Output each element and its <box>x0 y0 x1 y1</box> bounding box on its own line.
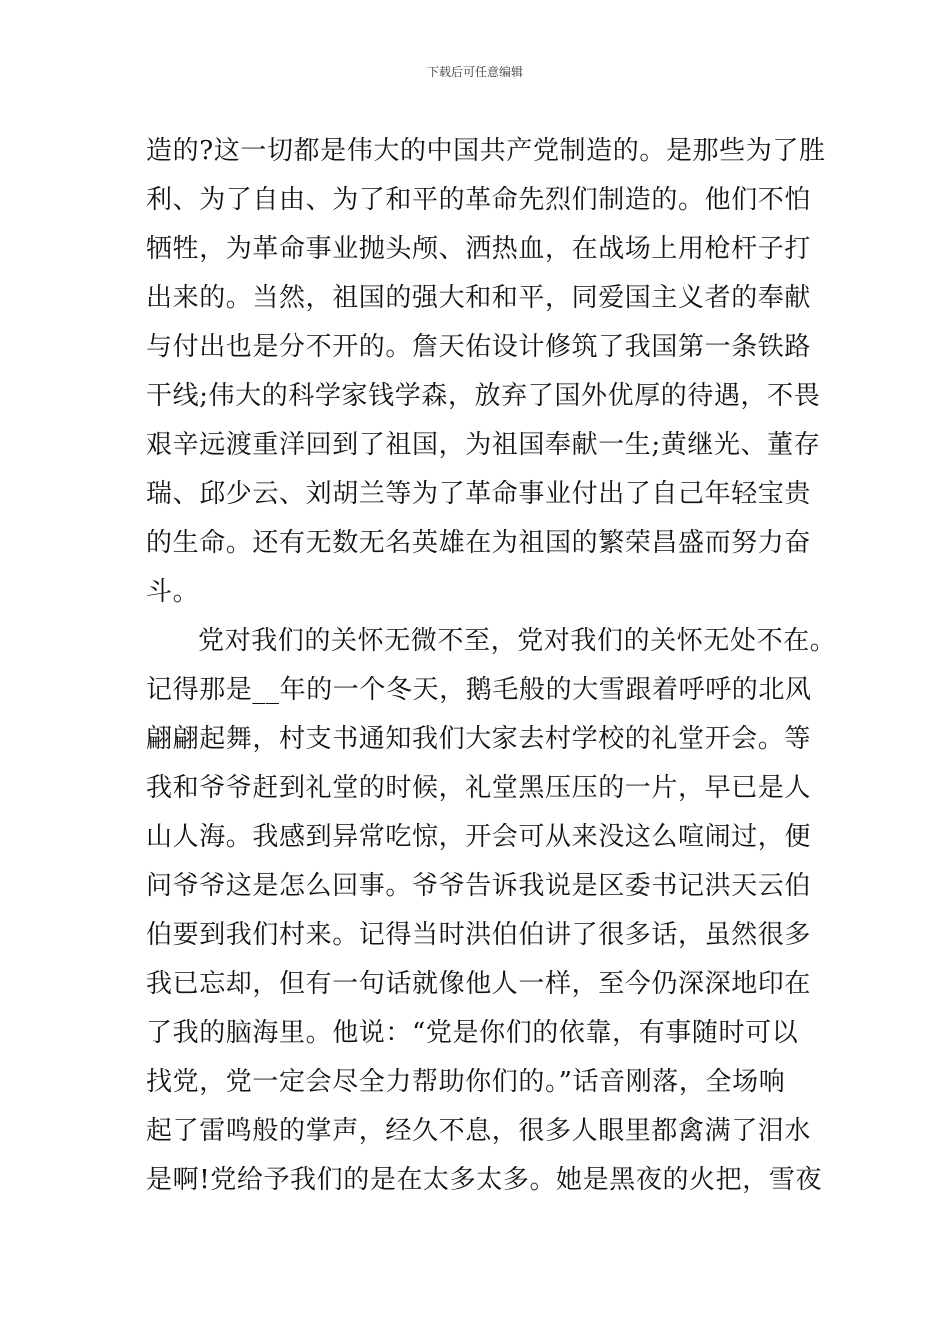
text-line: 记得那是__年的一个冬天，鹅毛般的大雪跟着呼呼的北风 <box>146 675 812 705</box>
text-line: 艰辛远渡重洋回到了祖国，为祖国奉献一生;黄继光、董存 <box>146 430 821 460</box>
text-line: 干线;伟大的科学家钱学森，放弃了国外优厚的待遇，不畏 <box>146 381 821 411</box>
text-line: 斗。 <box>146 577 200 607</box>
text-line: 是啊!党给予我们的是在太多太多。她是黑夜的火把，雪夜 <box>146 1165 823 1195</box>
text-line: 瑞、邱少云、刘胡兰等为了革命事业付出了自己年轻宝贵 <box>146 479 812 509</box>
text-line: 了我的脑海里。他说：“党是你们的依靠，有事随时可以 <box>146 1018 799 1048</box>
text-line: 我已忘却，但有一句话就像他人一样，至今仍深深地印在 <box>146 969 812 999</box>
text-line: 山人海。我感到异常吃惊，开会可从来没这么喧闹过，便 <box>146 822 812 852</box>
text-line: 利、为了自由、为了和平的革命先烈们制造的。他们不怕 <box>146 185 812 215</box>
text-line: 牺牲，为革命事业抛头颅、洒热血，在战场上用枪杆子打 <box>146 234 812 264</box>
text-line: 起了雷鸣般的掌声，经久不息，很多人眼里都禽满了泪水 <box>146 1116 812 1146</box>
document-body <box>146 127 837 1205</box>
text-line: 问爷爷这是怎么回事。爷爷告诉我说是区委书记洪天云伯 <box>146 871 812 901</box>
text-line: 我和爷爷赶到礼堂的时候，礼堂黑压压的一片，早已是人 <box>146 773 812 803</box>
paragraph-first-line: 党对我们的关怀无微不至，党对我们的关怀无处不在。 <box>198 626 837 656</box>
text-line: 造的?这一切都是伟大的中国共产党制造的。是那些为了胜 <box>146 136 826 166</box>
text-line: 与付出也是分不开的。詹天佑设计修筑了我国第一条铁路 <box>146 332 812 362</box>
text-line: 翩翩起舞，村支书通知我们大家去村学校的礼堂开会。等 <box>146 724 812 754</box>
page-header-note: 下载后可任意编辑 <box>426 65 523 79</box>
text-line: 找党，党一定会尽全力帮助你们的。”话音刚落，全场响 <box>146 1067 786 1097</box>
text-line: 的生命。还有无数无名英雄在为祖国的繁荣昌盛而努力奋 <box>146 528 812 558</box>
text-line: 出来的。当然，祖国的强大和和平，同爱国主义者的奉献 <box>146 283 812 313</box>
text-line: 伯要到我们村来。记得当时洪伯伯讲了很多话，虽然很多 <box>146 920 812 950</box>
